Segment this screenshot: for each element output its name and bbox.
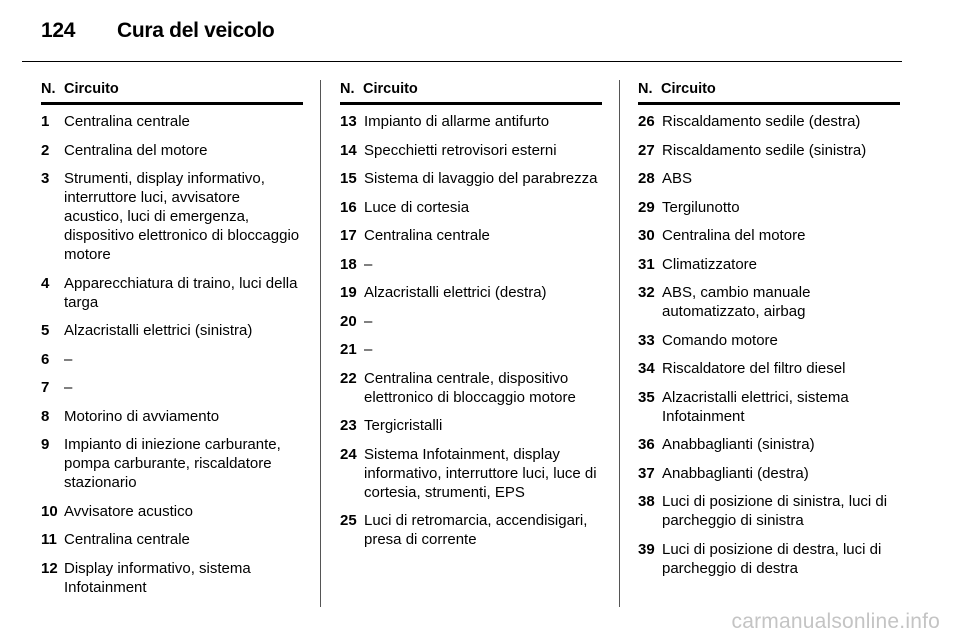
circuit-row: [41, 559, 303, 597]
circuit-number: 1: [41, 113, 50, 130]
circuit-number: 19: [340, 284, 357, 301]
circuit-number: 26: [638, 113, 655, 130]
circuit-number: 31: [638, 255, 655, 273]
circuit-description: –: [364, 341, 373, 358]
circuit-row: [638, 388, 900, 426]
circuit-row: [638, 464, 900, 483]
circuit-row: [41, 435, 303, 492]
circuit-number: 8: [41, 407, 50, 425]
circuit-row: [41, 141, 303, 160]
circuit-description: Comando motore: [662, 331, 778, 349]
column-header-num: N.: [340, 81, 355, 97]
circuit-description: Riscaldamento sedile (destra): [662, 113, 861, 130]
circuit-number: 32: [638, 284, 655, 301]
circuit-description: –: [64, 379, 73, 396]
circuit-row: [638, 255, 900, 274]
circuit-row: [340, 283, 602, 302]
circuit-number: 25: [340, 512, 357, 529]
circuit-row: [41, 350, 303, 369]
circuit-row: [41, 112, 303, 131]
circuit-number: 20: [340, 312, 357, 330]
column-header: [340, 80, 602, 105]
circuit-description: Riscaldatore del filtro diesel: [662, 360, 846, 377]
circuit-row: [41, 169, 303, 264]
circuit-number: 13: [340, 113, 357, 130]
circuit-description: Alzacristalli elettrici (destra): [364, 284, 547, 301]
circuit-description: Sistema Infotainment, display informativo, interruttore luci, luce di cortesia, strumenti, EPS: [364, 445, 597, 501]
circuit-row: [340, 169, 602, 188]
column-header: [41, 80, 303, 105]
watermark: carmanualsonline.info: [731, 610, 940, 633]
circuit-row: [638, 435, 900, 454]
circuit-row: [638, 226, 900, 245]
circuit-description: Avvisatore acustico: [64, 502, 193, 520]
circuit-row: [340, 141, 602, 160]
circuit-row: [638, 359, 900, 378]
circuit-number: 22: [340, 369, 357, 387]
circuit-description: Alzacristalli elettrici, sistema Infotainment: [662, 388, 849, 425]
circuit-description: ABS: [662, 170, 693, 187]
circuit-description: Luci di posizione di destra, luci di parcheggio di destra: [662, 540, 882, 577]
circuit-description: Anabbaglianti (sinistra): [662, 436, 815, 453]
circuit-description: Alzacristalli elettrici (sinistra): [64, 322, 253, 339]
circuit-description: Climatizzatore: [662, 255, 758, 273]
circuit-row: [638, 492, 900, 530]
circuit-number: 24: [340, 445, 357, 463]
circuit-number: 14: [340, 141, 357, 159]
circuit-description: Centralina centrale, dispositivo elettronico di bloccaggio motore: [364, 369, 576, 406]
circuit-row: [340, 369, 602, 407]
circuit-description: Tergicristalli: [364, 417, 443, 434]
circuit-row: [340, 445, 602, 502]
circuit-row: [340, 198, 602, 217]
circuit-row: [41, 530, 303, 549]
circuit-description: Impianto di iniezione carburante, pompa carburante, riscaldatore stazionario: [64, 436, 281, 491]
circuit-description: Sistema di lavaggio del parabrezza: [364, 170, 598, 187]
column-divider: [619, 80, 620, 607]
circuit-row: [638, 198, 900, 217]
circuit-list: [340, 112, 602, 549]
circuit-number: 23: [340, 417, 357, 434]
circuit-row: [638, 169, 900, 188]
circuit-row: [41, 378, 303, 397]
circuit-description: Anabbaglianti (destra): [662, 464, 809, 482]
circuit-row: [41, 321, 303, 340]
circuit-row: [638, 331, 900, 350]
circuit-description: –: [364, 255, 373, 273]
circuit-number: 10: [41, 502, 58, 520]
page-title: Cura del veicolo: [117, 19, 275, 42]
circuit-number: 27: [638, 141, 655, 159]
circuit-number: 12: [41, 559, 58, 577]
circuit-description: Motorino di avviamento: [64, 407, 220, 425]
circuit-description: Luce di cortesia: [364, 198, 470, 216]
circuit-description: Luci di posizione di sinistra, luci di parcheggio di sinistra: [662, 493, 888, 529]
circuit-number: 33: [638, 331, 655, 349]
circuit-description: Strumenti, display informativo, interruttore luci, avvisatore acustico, luci di emergenza, dispositivo elettronico di bloccaggio motore: [64, 170, 300, 263]
circuit-row: [41, 407, 303, 426]
circuit-number: 36: [638, 436, 655, 453]
column-header-num: N.: [638, 81, 653, 97]
page-header: [41, 19, 274, 43]
circuit-description: Display informativo, sistema Infotainment: [64, 559, 251, 596]
circuit-description: Centralina del motore: [64, 141, 208, 159]
circuit-description: Centralina del motore: [662, 227, 806, 244]
circuit-description: Tergilunotto: [662, 198, 740, 216]
circuit-column-2: [340, 80, 602, 559]
circuit-number: 11: [41, 531, 57, 548]
circuit-row: [638, 540, 900, 578]
circuit-number: 15: [340, 170, 357, 187]
circuit-number: 39: [638, 540, 655, 558]
column-header-label: Circuito: [661, 81, 716, 97]
circuit-column-3: [638, 80, 900, 587]
circuit-row: [638, 141, 900, 160]
column-divider: [320, 80, 321, 607]
circuit-number: 30: [638, 227, 655, 244]
circuit-row: [340, 312, 602, 331]
column-header: [638, 80, 900, 105]
circuit-number: 21: [340, 341, 357, 358]
circuit-row: [41, 502, 303, 521]
circuit-description: Centralina centrale: [364, 227, 490, 244]
circuit-number: 29: [638, 198, 655, 216]
circuit-row: [340, 226, 602, 245]
circuit-number: 18: [340, 255, 357, 273]
column-header-label: Circuito: [64, 81, 119, 97]
circuit-number: 17: [340, 227, 357, 244]
circuit-number: 16: [340, 198, 357, 216]
circuit-number: 2: [41, 141, 50, 159]
circuit-number: 35: [638, 388, 655, 406]
circuit-row: [41, 274, 303, 312]
circuit-number: 5: [41, 322, 50, 339]
header-divider: [22, 61, 902, 62]
circuit-row: [638, 283, 900, 321]
circuit-description: Luci di retromarcia, accendisigari, presa di corrente: [364, 512, 588, 548]
circuit-number: 37: [638, 464, 655, 482]
circuit-row: [340, 255, 602, 274]
circuit-row: [638, 112, 900, 131]
circuit-row: [340, 416, 602, 435]
circuit-description: –: [364, 312, 373, 330]
circuit-description: Apparecchiatura di traino, luci della targa: [64, 274, 298, 311]
circuit-description: Specchietti retrovisori esterni: [364, 141, 557, 159]
circuit-number: 28: [638, 170, 655, 187]
circuit-number: 3: [41, 170, 50, 187]
circuit-number: 4: [41, 274, 50, 292]
column-header-label: Circuito: [363, 81, 418, 97]
circuit-list: [41, 112, 303, 597]
circuit-list: [638, 112, 900, 578]
circuit-description: Riscaldamento sedile (sinistra): [662, 141, 867, 159]
circuit-number: 38: [638, 493, 655, 510]
page-number: 124: [41, 19, 76, 42]
circuit-row: [340, 340, 602, 359]
circuit-number: 9: [41, 436, 50, 453]
circuit-description: Centralina centrale: [64, 531, 190, 548]
circuit-number: 6: [41, 350, 50, 368]
circuit-description: –: [64, 350, 73, 368]
circuit-description: ABS, cambio manuale automatizzato, airbag: [662, 284, 811, 320]
circuit-description: Impianto di allarme antifurto: [364, 113, 550, 130]
circuit-number: 7: [41, 379, 50, 396]
circuit-row: [340, 112, 602, 131]
circuit-description: Centralina centrale: [64, 113, 190, 130]
circuit-row: [340, 511, 602, 549]
column-header-num: N.: [41, 81, 56, 97]
circuit-column-1: [41, 80, 303, 606]
circuit-number: 34: [638, 360, 655, 377]
